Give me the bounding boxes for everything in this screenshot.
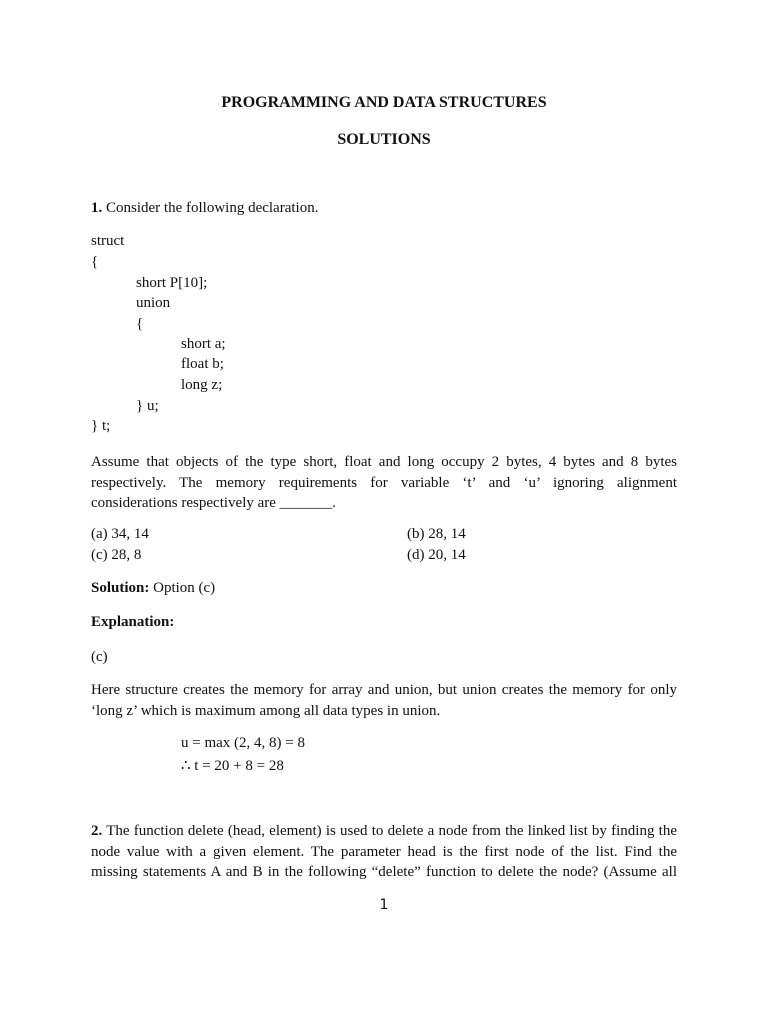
solution-label: Solution: (91, 580, 150, 596)
option-c: (c) 28, 8 (91, 547, 142, 563)
q1-question (91, 452, 677, 514)
q1-question-line: considerations respectively are _______. (91, 495, 336, 511)
code-line: long z; (181, 377, 223, 393)
q2-line: node value with a given element. The parameter head is the first node of the list. Find the (91, 843, 677, 860)
q1-question-line: respectively. The memory requirements for variable ‘t’ and ‘u’ ignoring alignment (91, 474, 677, 491)
code-line: float b; (181, 356, 224, 372)
code-line: { (136, 316, 144, 332)
code-line: { (91, 254, 99, 270)
q1-question-line: Assume that objects of the type short, float and long occupy 2 bytes, 4 bytes and 8 bytes (91, 454, 677, 470)
q2-text (91, 821, 677, 883)
code-line: union (136, 295, 171, 311)
q2-number: 2. (91, 823, 103, 839)
option-b: (b) 28, 14 (407, 526, 466, 542)
solution-value: Option (c) (153, 580, 216, 596)
q1-prompt-text: Consider the following declaration. (106, 200, 319, 216)
explanation-option: (c) (91, 649, 108, 665)
explanation-line: Here structure creates the memory for array and union, but union creates the memory for only (91, 682, 677, 698)
q1-solution (91, 580, 215, 597)
q1-prompt (91, 200, 318, 217)
page-number: 1 (379, 897, 389, 913)
option-a: (a) 34, 14 (91, 526, 149, 542)
explanation-text (91, 680, 677, 721)
code-line: short a; (181, 336, 226, 352)
q2-line: missing statements A and B in the following “delete” function to delete the node? (Assume all (91, 864, 677, 880)
document-title: PROGRAMMING AND DATA STRUCTURES (221, 94, 547, 111)
q2-line (91, 821, 677, 842)
code-line: short P[10]; (136, 275, 208, 291)
code-line: } t; (91, 418, 111, 434)
q2-line-text: The function delete (head, element) is used to delete a node from the linked list by finding the (106, 823, 677, 839)
code-line: } u; (136, 398, 159, 414)
explanation-label: Explanation: (91, 614, 175, 630)
math-line: u = max (2, 4, 8) = 8 (181, 735, 305, 751)
code-line: struct (91, 233, 125, 249)
math-line: ∴ t = 20 + 8 = 28 (181, 758, 284, 774)
document-subtitle: SOLUTIONS (337, 131, 431, 148)
q1-number: 1. (91, 200, 103, 216)
option-d: (d) 20, 14 (407, 547, 466, 563)
explanation-line: ‘long z’ which is maximum among all data types in union. (91, 702, 441, 719)
